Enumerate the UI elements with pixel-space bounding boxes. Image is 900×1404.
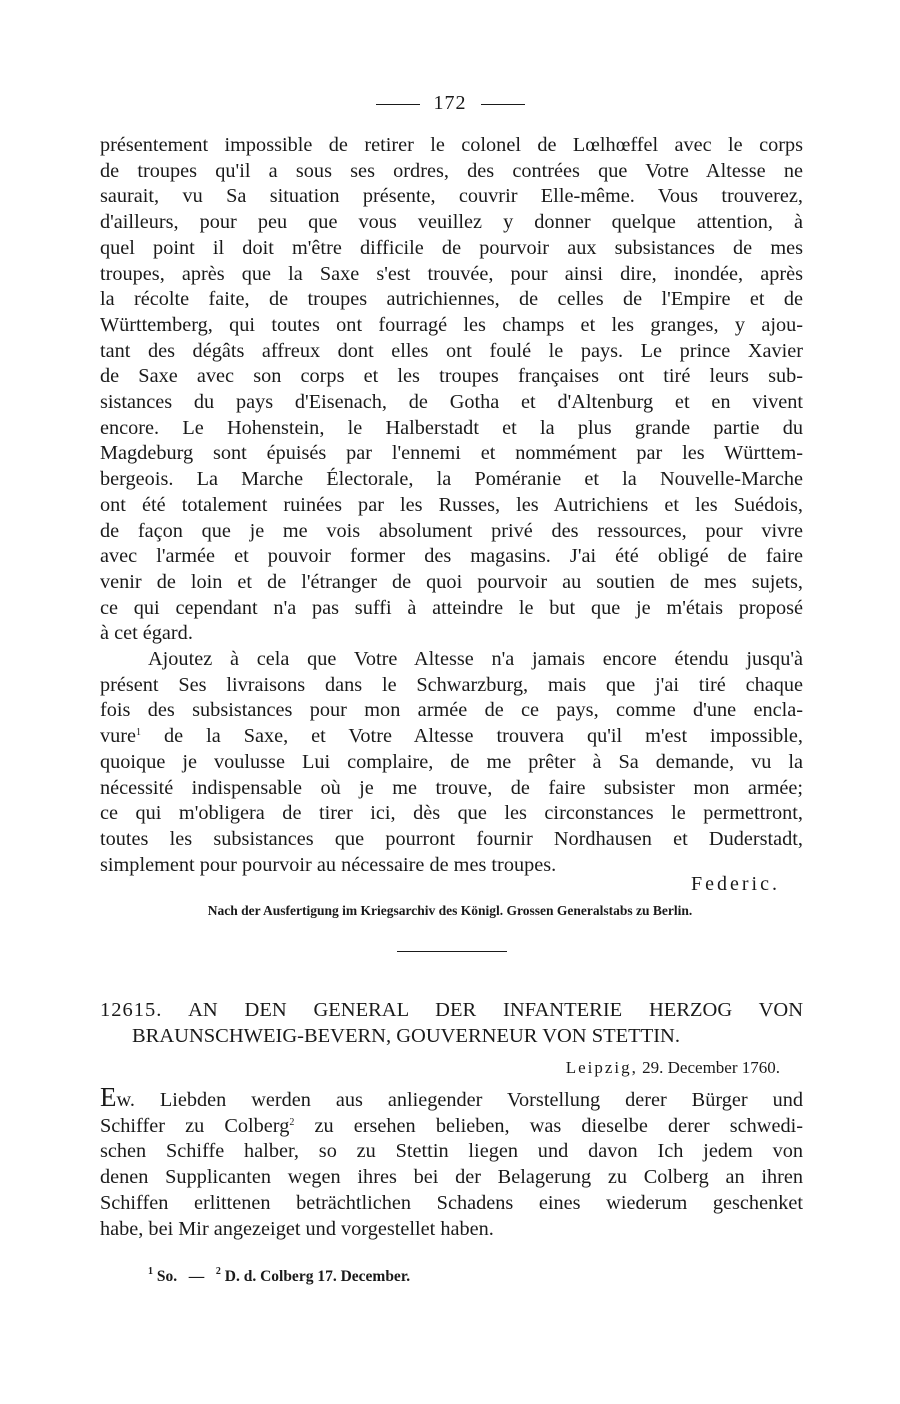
text-line: de façon que je me vois absolument privé des ressources, pour vivre — [100, 519, 803, 542]
text-line: troupes, après que la Saxe s'est trouvée, pour ainsi dire, inondée, après — [100, 262, 803, 285]
text-line: nécessité indispensable où je me trouve, de faire subsister mon armée; — [100, 776, 803, 799]
initial-letter: E — [100, 1082, 117, 1112]
source-note: Nach der Ausfertigung im Kriegsarchiv des Königl. Grossen Generalstabs zu Berlin. — [207, 903, 693, 918]
text-fragment: Schiffer zu Colberg — [100, 1114, 290, 1137]
text-line — [100, 1082, 803, 1114]
heading-line-1 — [100, 997, 803, 1023]
date: 29. December 1760. — [642, 1058, 780, 1077]
text-line: présentement impossible de retirer le colonel de Lœlhœffel avec le corps — [100, 134, 803, 156]
text-fragment: vure — [100, 725, 137, 748]
text-line: de troupes qu'il a sous ses ordres, des contrées que Votre Altesse ne — [100, 159, 803, 182]
text-line-with-footnote — [100, 724, 803, 750]
text-line: Württemberg, qui toutes ont fourragé les champs et les granges, y ajou- — [100, 313, 803, 336]
text-line: présent Ses livraisons dans le Schwarzburg, mais que j'ai tiré chaque — [100, 673, 803, 696]
text-fragment: w. Liebden werden aus anliegender Vorstellung derer Bürger und — [116, 1089, 803, 1111]
text-line: à cet égard. — [100, 622, 193, 645]
footnote-ref: 2 — [289, 1116, 295, 1128]
footnotes — [148, 1268, 410, 1286]
signature: Federic. — [691, 873, 780, 895]
place: Leipzig, — [565, 1058, 638, 1077]
letter2-heading — [100, 997, 803, 1049]
text-line: la récolte faite, de troupes autrichiennes, de celles de l'Empire et de — [100, 288, 803, 311]
text-line: de Saxe avec son corps et les troupes françaises ont tiré leurs sub- — [100, 365, 803, 388]
footnote-text: So. — [156, 1268, 178, 1285]
section-separator — [397, 951, 507, 952]
footnote-dash: — — [188, 1268, 205, 1285]
text-line: sistances du pays d'Eisenach, de Gotha et d'Altenburg et en vivent — [100, 391, 803, 414]
footnote-marker: 2 — [215, 1266, 221, 1277]
text-line: Schiffen erlittenen beträchtlichen Schadens eines wiederum geschenket — [100, 1191, 803, 1214]
text-line: bergeois. La Marche Électorale, la Poméranie et la Nouvelle-Marche — [100, 468, 803, 491]
text-line: ce qui cependant n'a pas suffi à atteindre le but que je m'étais proposé — [100, 596, 803, 619]
letter-number: 12615. — [100, 999, 163, 1021]
page-number: 172 — [433, 92, 467, 114]
text-line: quel point il doit m'être difficile de pourvoir aux subsistances de mes — [100, 236, 803, 259]
text-line: encore. Le Hohenstein, le Halberstadt et la plus grande partie du — [100, 416, 803, 439]
header-rule-left — [376, 104, 420, 105]
page-header — [0, 92, 900, 115]
text-line: Ajoutez à cela que Votre Altesse n'a jamais encore étendu jusqu'à — [148, 648, 803, 670]
text-line: quoique je voulusse Lui complaire, de me prêter à Sa demande, vu la — [100, 750, 803, 773]
text-line: ce qui m'obligera de tirer ici, dès que les circonstances le permettront, — [100, 802, 803, 825]
heading-text: AN DEN GENERAL DER INFANTERIE HERZOG VON — [188, 999, 803, 1021]
text-line: schen Schiffe halber, so zu Stettin liegen und davon Ich jedem von — [100, 1140, 803, 1163]
text-line: habe, bei Mir angezeiget und vorgestellet haben. — [100, 1217, 494, 1240]
text-line: d'ailleurs, pour peu que vous veuillez y donner quelque attention, à — [100, 211, 803, 234]
footnote-text: D. d. Colberg 17. December. — [224, 1268, 411, 1285]
text-line: fois des subsistances pour mon armée de ce pays, comme d'une encla- — [100, 699, 803, 722]
heading-line-2: BRAUNSCHWEIG-BEVERN, GOUVERNEUR VON STETTIN. — [132, 1025, 680, 1047]
text-fragment: de la Saxe, et Votre Altesse trouvera qu'il m'est impossible, — [164, 725, 804, 748]
text-line: Magdeburg sont épuisés par l'ennemi et nommément par les Württem- — [100, 442, 803, 465]
text-line: avec l'armée et pouvoir former des magasins. J'ai été obligé de faire — [100, 545, 803, 568]
letter1-paragraph2 — [100, 647, 803, 878]
text-line: venir de loin et de l'étranger de quoi pourvoir au soutien de mes sujets, — [100, 570, 803, 593]
footnote-ref: 1 — [136, 727, 142, 739]
footnote-marker: 1 — [148, 1266, 153, 1277]
text-fragment: zu ersehen belieben, was dieselbe derer schwedi- — [294, 1114, 803, 1137]
place-date — [566, 1058, 780, 1078]
text-line: denen Supplicanten wegen ihres bei der Belagerung zu Colberg an ihren — [100, 1166, 803, 1189]
text-line-with-footnote — [100, 1114, 803, 1140]
text-line: simplement pour pourvoir au nécessaire de mes troupes. — [100, 853, 557, 876]
text-line: ont été totalement ruinées par les Russes, les Autrichiens et les Suédois, — [100, 493, 803, 516]
text-line: tant des dégâts affreux dont elles ont foulé le pays. Le prince Xavier — [100, 339, 803, 362]
letter1-paragraph1 — [100, 133, 803, 647]
letter2-body — [100, 1082, 803, 1242]
header-rule-right — [481, 104, 525, 105]
text-line: toutes les subsistances que pourront fournir Nordhausen et Duderstadt, — [100, 827, 803, 850]
text-line: saurait, vu Sa situation présente, couvrir Elle-même. Vous trouverez, — [100, 185, 803, 208]
